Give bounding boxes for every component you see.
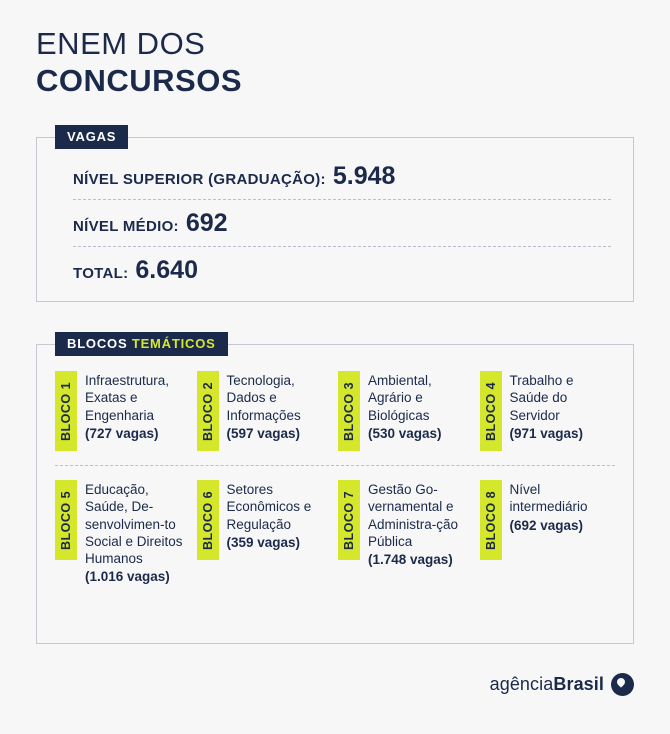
blocos-panel-tag xyxy=(55,332,228,356)
bloco-7-badge: BLOCO 7 xyxy=(338,480,360,560)
blocos-panel-tag-part2: TEMÁTICOS xyxy=(131,336,216,352)
bloco-5 xyxy=(55,480,191,586)
bloco-2-text xyxy=(227,371,333,442)
logo-text-light: agência xyxy=(489,674,554,694)
page-title-line2: CONCURSOS xyxy=(36,62,243,98)
bloco-3-vagas: (530 vagas) xyxy=(368,425,442,441)
page-title xyxy=(36,0,634,99)
bloco-5-vagas: (1.016 vagas) xyxy=(85,569,170,585)
bloco-8 xyxy=(480,480,616,586)
bloco-1-text xyxy=(85,371,191,442)
bloco-4-badge: BLOCO 4 xyxy=(480,371,502,451)
vagas-row-medio-label: NÍVEL MÉDIO: xyxy=(73,218,179,236)
blocos-panel-tag-part1: BLOCOS xyxy=(67,336,132,352)
vagas-row-total-label: TOTAL: xyxy=(73,265,129,283)
bloco-6 xyxy=(197,480,333,586)
bloco-3 xyxy=(338,371,474,451)
vagas-row-superior xyxy=(73,164,611,200)
bloco-3-name: Ambiental, Agrário e Biológicas xyxy=(368,373,432,423)
vagas-row-superior-label: NÍVEL SUPERIOR (GRADUAÇÃO): xyxy=(73,171,326,189)
bloco-8-text xyxy=(510,480,616,534)
blocos-row-bottom xyxy=(55,466,615,586)
bloco-6-text xyxy=(227,480,333,551)
bloco-7 xyxy=(338,480,474,586)
bloco-3-text xyxy=(368,371,474,442)
bloco-4 xyxy=(480,371,616,451)
footer-logo xyxy=(490,673,634,696)
page-title-line1: ENEM DOS xyxy=(36,26,206,61)
bloco-5-badge: BLOCO 5 xyxy=(55,480,77,560)
bloco-6-name: Setores Econômicos e Regulação xyxy=(226,482,312,532)
vagas-row-total xyxy=(73,258,611,293)
blocos-tematicos-panel xyxy=(36,336,634,644)
bloco-1 xyxy=(55,371,191,451)
bloco-7-vagas: (1.748 vagas) xyxy=(368,552,453,568)
vagas-row-total-value: 6.640 xyxy=(135,256,198,285)
bloco-4-vagas: (971 vagas) xyxy=(509,425,584,441)
bloco-2-badge: BLOCO 2 xyxy=(197,371,219,451)
bloco-8-badge: BLOCO 8 xyxy=(480,480,502,560)
vagas-panel-tag: VAGAS xyxy=(55,125,128,149)
vagas-row-medio-value: 692 xyxy=(185,209,228,238)
bloco-2 xyxy=(197,371,333,451)
bloco-7-text xyxy=(368,480,474,568)
bloco-3-badge: BLOCO 3 xyxy=(338,371,360,451)
bloco-5-text xyxy=(85,480,191,586)
bloco-1-name: Infraestrutura, Exatas e Engenharia xyxy=(85,373,170,423)
bloco-8-vagas: (692 vagas) xyxy=(509,517,584,533)
bloco-7-name: Gestão Go-vernamental e Administra-ção Pública xyxy=(368,482,459,549)
bloco-5-name: Educação, Saúde, De-senvolvimen-to Social e Direitos Humanos xyxy=(85,482,183,567)
vagas-row-medio xyxy=(73,211,611,247)
bloco-4-name: Trabalho e Saúde do Servidor xyxy=(509,373,574,423)
vagas-panel xyxy=(36,129,634,302)
bloco-2-name: Tecnologia, Dados e Informações xyxy=(226,373,301,423)
bloco-1-vagas: (727 vagas) xyxy=(85,425,159,441)
blocos-row-top xyxy=(55,371,615,466)
bloco-2-vagas: (597 vagas) xyxy=(226,425,301,441)
bloco-8-name: Nível intermediário xyxy=(509,482,588,515)
vagas-row-superior-value: 5.948 xyxy=(332,162,396,191)
logo-text xyxy=(490,674,604,695)
bloco-6-badge: BLOCO 6 xyxy=(197,480,219,560)
bloco-4-text xyxy=(510,371,616,442)
logo-text-bold: Brasil xyxy=(553,674,604,694)
agencia-brasil-logo-icon xyxy=(611,673,634,696)
bloco-6-vagas: (359 vagas) xyxy=(226,534,301,550)
bloco-1-badge: BLOCO 1 xyxy=(55,371,77,451)
